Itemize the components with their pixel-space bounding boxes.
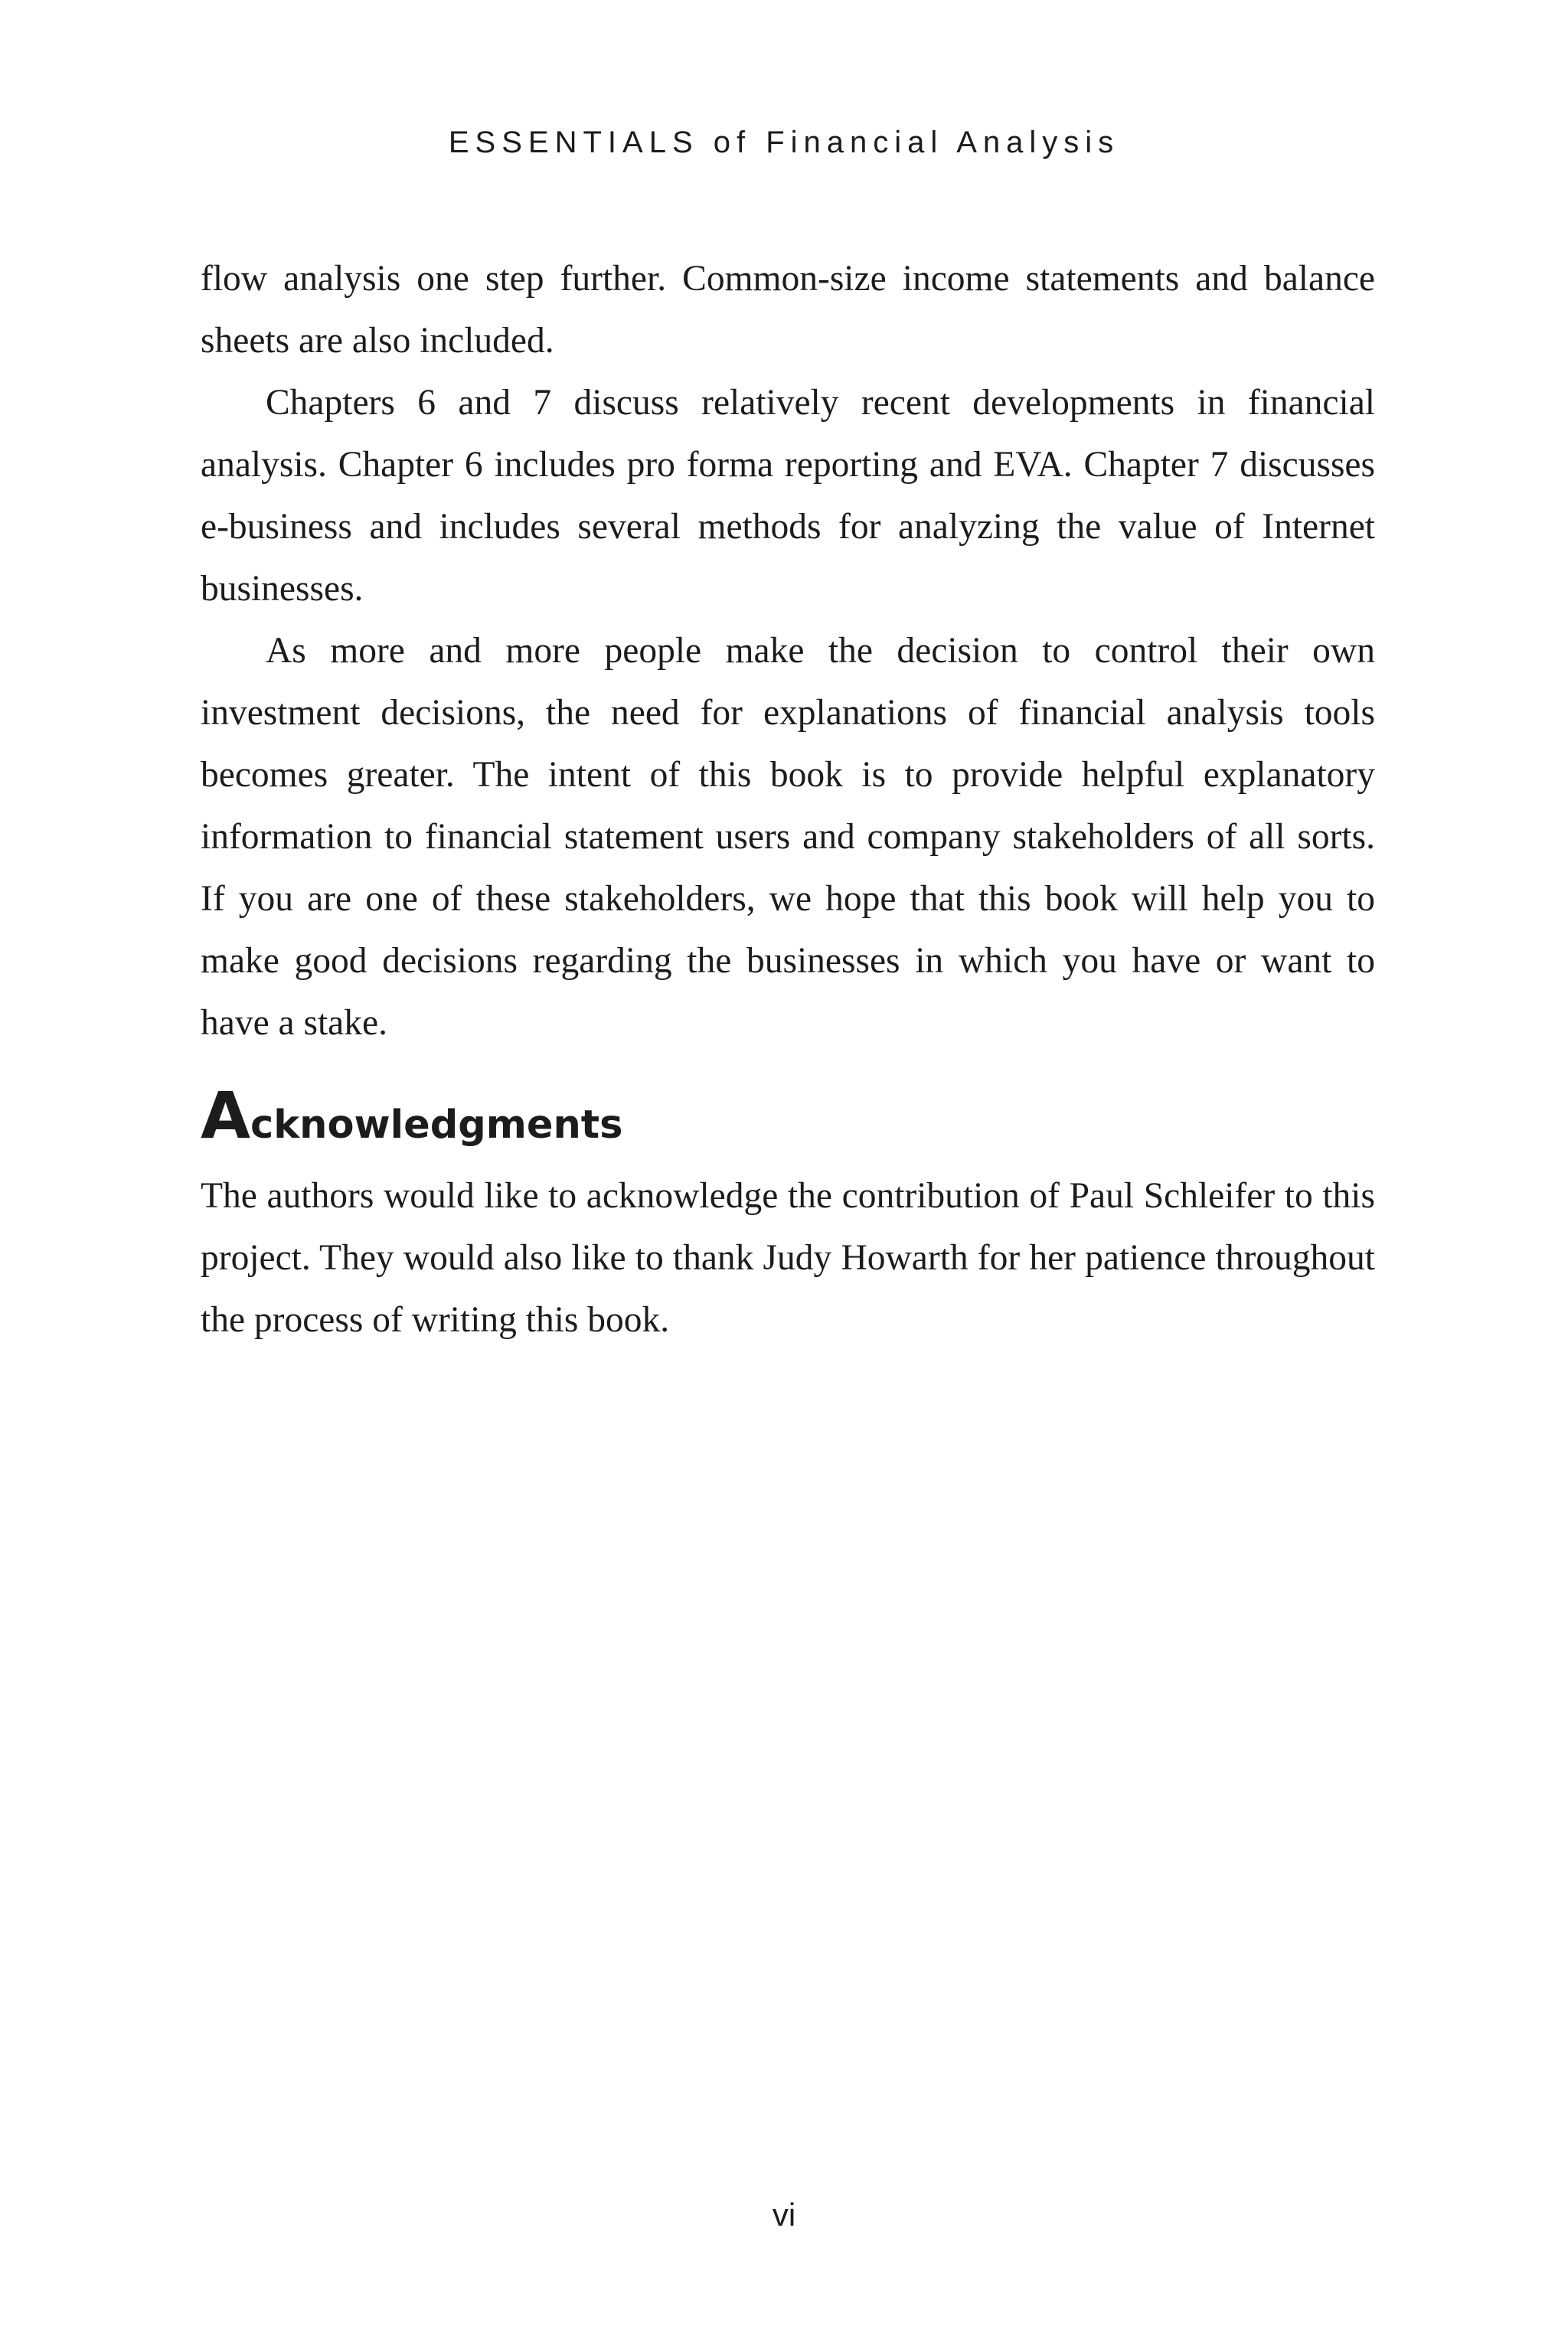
body-paragraph: As more and more people make the decision to control their own investment decisions, the need for explanations of financial analysis tools becomes greater. The intent of this book is to provide helpful explanatory information to financial statement users and company stakeholders of all sorts. If you are one of these stakeholders, we hope that this book will help you to make good decisions regarding the businesses in which you have or want to have a stake. <box>201 631 1375 1043</box>
acknowledgments-heading <box>201 1078 1375 1158</box>
page-number: vi <box>772 2197 796 2233</box>
acknowledgments-paragraph: The authors would like to acknowledge the contribution of Paul Schleifer to this project. They would also like to thank Judy Howarth for her patience throughout the process of writing this book. <box>201 1176 1375 1340</box>
heading-rest: cknowledgments <box>250 1102 623 1148</box>
body-paragraph: flow analysis one step further. Common-size income statements and balance sheets are also included. <box>201 259 1375 361</box>
heading-initial: A <box>201 1078 251 1153</box>
page-body <box>201 248 1375 1351</box>
running-head: ESSENTIALS of Financial Analysis <box>448 126 1120 159</box>
body-paragraph: Chapters 6 and 7 discuss relatively recent developments in financial analysis. Chapter 6 includes pro forma reporting and EVA. Chapter 7 discusses e-business and includes several methods for analyzing the value of Internet businesses. <box>201 383 1375 609</box>
